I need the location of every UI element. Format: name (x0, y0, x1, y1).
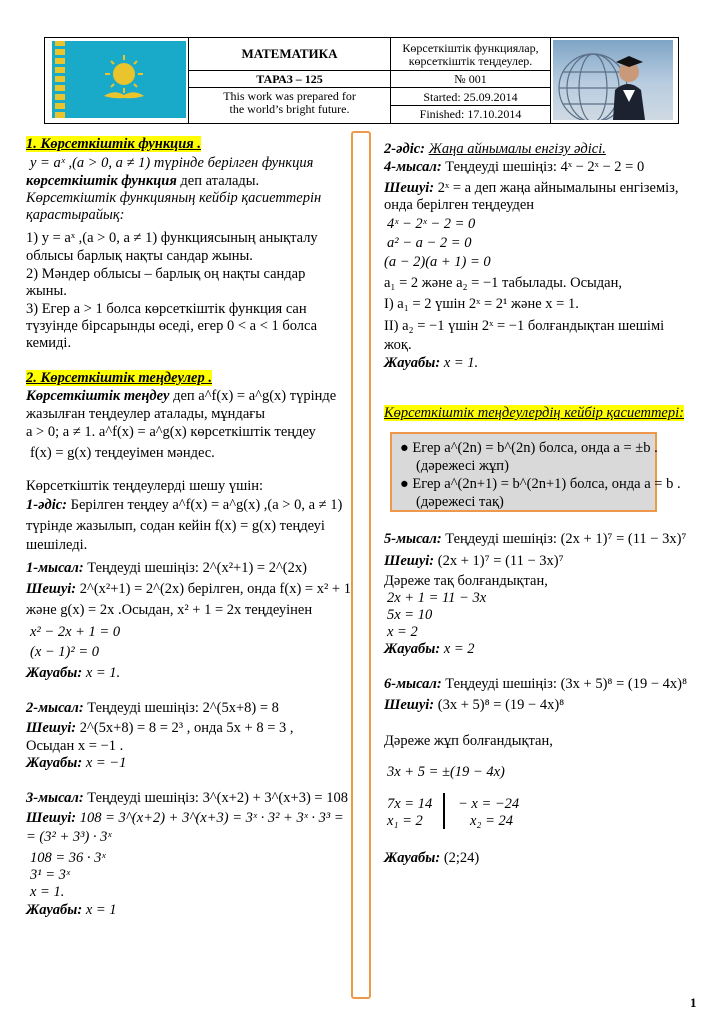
example2-line (26, 700, 279, 717)
left-line: 2) Мәндер облысы – барлық оң нақты сандар (26, 266, 306, 282)
right-line-text: (2x + 1)⁷ = (11 − 3x)⁷ (434, 553, 564, 569)
left-line-text: 108 = 3^(x+2) + 3^(x+3) = 3ˣ · 3² + 3ˣ · 3³ = (76, 810, 344, 826)
solution4-line (384, 180, 679, 197)
answer1-value: x = 1. (82, 665, 121, 681)
left-line: шешіледі. (26, 537, 88, 553)
header-subject: МАТЕМАТИКА (241, 46, 338, 61)
left-line: Көрсеткіштік теңдеулерді шешу үшін: (26, 478, 264, 494)
answer3-label: Жауабы: (26, 902, 83, 918)
math-line: 2x + 1 = 11 − 3x (387, 590, 487, 606)
right-line: онда берілген теңдеуден (384, 197, 535, 213)
property-even: ● Егер a^(2n) = b^(2n) болса, онда a = ±b . (400, 440, 658, 456)
math-line: x = 2 (387, 624, 418, 640)
term-exponential-function: көрсеткіштік функция (26, 173, 177, 189)
left-line-text: деп аталады. (176, 173, 260, 189)
left-line: кемиді. (26, 335, 72, 351)
method2-title (384, 141, 606, 158)
flag-sun-eagle-icon (52, 41, 186, 118)
header-started-date: Started: 25.09.2014 (423, 90, 518, 104)
answer3-value: x = 1 (82, 902, 117, 918)
left-line: Осыдан x = −1 . (26, 738, 124, 754)
method2-name: Жаңа айнымалы енгізу әдісі. (428, 141, 606, 157)
left-line (26, 388, 336, 405)
answer5-line (384, 641, 475, 658)
section1-title (26, 136, 201, 153)
left-line: y = aˣ ,(a > 0, a ≠ 1) түрінде берілген функция (30, 155, 314, 171)
left-line: түзуінде бірсарынды өседі, егер 0 < a < 1 болса (26, 318, 318, 334)
left-line: a > 0; a ≠ 1. a^f(x) = a^g(x) көрсеткіштік теңдеу (26, 424, 316, 440)
example5-label: 5-мысал: (384, 531, 442, 547)
answer1-label: Жауабы: (26, 665, 83, 681)
solution5-line (384, 553, 564, 570)
answer4-value: x = 1. (440, 355, 479, 371)
right-line: Дәреже тақ болғандықтан, (384, 573, 548, 589)
header-number: № 001 (454, 72, 487, 86)
left-line: жазылған теңдеулер аталады, мұндағы (26, 406, 265, 422)
answer5-value: x = 2 (440, 641, 475, 657)
example3-line (26, 790, 348, 807)
left-line (26, 173, 259, 190)
section2-title-text: 2. Көрсеткіштік теңдеулер . (26, 370, 212, 386)
answer2-label: Жауабы: (26, 755, 83, 771)
header-dedication-line2: the world’s bright future. (229, 102, 350, 116)
math-line: = (3² + 3³) · 3ˣ (26, 829, 112, 845)
header-school: ТАРАЗ – 125 (256, 72, 323, 86)
method1-label: 1-әдіс: (26, 497, 68, 513)
math-line: − x = −24 (458, 796, 520, 812)
solution5-label: Шешуі: (384, 553, 435, 569)
header-finished-date: Finished: 17.10.2014 (419, 107, 522, 121)
right-line: a₁ = 2 және a₂ = −1 табылады. Осыдан, (384, 275, 622, 291)
solution1-label: Шешуі: (26, 581, 77, 597)
answer6-value: (2;24) (440, 850, 480, 866)
left-line: облысы барлық нақты сандар жыны. (26, 248, 253, 264)
system-divider-line (443, 793, 445, 829)
answer6-line (384, 850, 479, 867)
math-line: x₂ = 24 (470, 813, 514, 829)
answer5-label: Жауабы: (384, 641, 441, 657)
header-divider (550, 37, 551, 123)
solution2-label: Шешуі: (26, 720, 77, 736)
solution3-line (26, 810, 344, 827)
left-line-text: 2^(x²+1) = 2^(2x) берілген, онда f(x) = x² + 1 (76, 581, 351, 597)
left-line-text: 2^(5x+8) = 8 = 2³ , онда 5x + 8 = 3 , (76, 720, 294, 736)
right-line-text: Теңдеуді шешіңіз: (3x + 5)⁸ = (19 − 4x)⁸ (441, 676, 688, 692)
term-exponential-equation: Көрсеткіштік теңдеу (26, 388, 170, 404)
math-line: x² − 2x + 1 = 0 (30, 624, 121, 640)
property-odd: ● Егер a^(2n+1) = b^(2n+1) болса, онда a = b . (400, 476, 681, 492)
answer4-label: Жауабы: (384, 355, 441, 371)
math-line: (x − 1)² = 0 (30, 644, 100, 660)
math-line: 3x + 5 = ±(19 − 4x) (387, 764, 505, 780)
left-line-text: Берілген теңдеу a^f(x) = a^g(x) ,(a > 0, a ≠ 1) (67, 497, 343, 513)
math-line: (a − 2)(a + 1) = 0 (384, 254, 491, 270)
left-line: қарастырайық: (26, 207, 125, 223)
example1-label: 1-мысал: (26, 560, 84, 576)
page-number: 1 (690, 995, 697, 1010)
answer6-label: Жауабы: (384, 850, 441, 866)
left-line-text: Теңдеуді шешіңіз: 2^(x²+1) = 2^(2x) (83, 560, 307, 576)
math-line: a² − a − 2 = 0 (387, 235, 472, 251)
example4-line (384, 159, 644, 176)
left-line-text: Теңдеуді шешіңіз: 2^(5x+8) = 8 (83, 700, 279, 716)
answer2-value: x = −1 (82, 755, 127, 771)
right-line: II) a₂ = −1 үшін 2ˣ = −1 болғандықтан шешімі (384, 318, 665, 334)
header-divider (188, 87, 550, 88)
example5-line (384, 531, 687, 548)
right-line-text: Теңдеуді шешіңіз: 4ˣ − 2ˣ − 2 = 0 (441, 159, 645, 175)
right-line: жоқ. (384, 337, 412, 353)
example3-label: 3-мысал: (26, 790, 84, 806)
solution2-line (26, 720, 294, 737)
properties-title-text: Көрсеткіштік теңдеулердің кейбір қасиеттері: (384, 405, 684, 421)
kazakhstan-flag-image (52, 41, 186, 118)
header-divider (188, 70, 550, 71)
left-line: түрінде жазылып, содан кейін f(x) = g(x) теңдеуі (26, 518, 325, 534)
column-separator-bar (351, 131, 371, 999)
solution1-line (26, 581, 351, 598)
example6-label: 6-мысал: (384, 676, 442, 692)
solution6-label: Шешуі: (384, 697, 435, 713)
right-line-text: 2ˣ = a деп жаңа айнымалыны енгіземіз, (434, 180, 679, 196)
left-line-text: Теңдеуді шешіңіз: 3^(x+2) + 3^(x+3) = 108 (83, 790, 348, 806)
math-line: 4ˣ − 2ˣ − 2 = 0 (387, 216, 476, 232)
properties-title (384, 405, 684, 422)
solution3-label: Шешуі: (26, 810, 77, 826)
math-line: 3¹ = 3ˣ (30, 867, 70, 883)
solution6-line (384, 697, 564, 714)
math-line: 5x = 10 (387, 607, 433, 623)
example6-line (384, 676, 687, 693)
answer2-line (26, 755, 126, 772)
right-line-text: (3x + 5)⁸ = (19 − 4x)⁸ (434, 697, 565, 713)
left-line: жыны. (26, 283, 67, 299)
left-line: f(x) = g(x) теңдеуімен мәндес. (30, 445, 215, 461)
header-topic-line1: Көрсеткіштік функциялар, (402, 41, 539, 55)
property-odd-note: (дәрежесі тақ) (416, 494, 504, 510)
section1-title-text: 1. Көрсеткіштік функция . (26, 136, 202, 152)
left-line-text: деп a^f(x) = a^g(x) түрінде (169, 388, 337, 404)
section2-title (26, 370, 212, 387)
right-line-text: Теңдеуді шешіңіз: (2x + 1)⁷ = (11 − 3x)⁷ (441, 531, 687, 547)
answer1-line (26, 665, 120, 682)
solution4-label: Шешуі: (384, 180, 435, 196)
property-even-note: (дәрежесі жұп) (416, 458, 509, 474)
left-line (26, 497, 342, 514)
header-divider (390, 105, 550, 106)
math-line: x₁ = 2 (387, 813, 423, 829)
math-line: 108 = 36 · 3ˣ (30, 850, 106, 866)
graduate-globe-photo (553, 40, 673, 120)
example4-label: 4-мысал: (384, 159, 442, 175)
method2-label: 2-әдіс: (384, 141, 426, 157)
left-line: 1) y = aˣ ,(a > 0, a ≠ 1) функциясының анықталу (26, 230, 318, 246)
answer4-line (384, 355, 478, 372)
example1-line (26, 560, 307, 577)
left-line: және g(x) = 2x .Осыдан, x² + 1 = 2x теңдеуінен (26, 602, 313, 618)
math-line: x = 1. (30, 884, 65, 900)
header-topic-line2: көрсеткіштік теңдеулер. (408, 54, 533, 68)
header-dedication-line1: This work was prepared for (223, 89, 356, 103)
example2-label: 2-мысал: (26, 700, 84, 716)
left-line: 3) Егер a > 1 болса көрсеткіштік функция сан (26, 301, 307, 317)
answer3-line (26, 902, 117, 919)
math-line: 7x = 14 (387, 796, 433, 812)
right-line: Дәреже жұп болғандықтан, (384, 733, 553, 749)
left-line: Көрсеткіштік функцияның кейбір қасиеттерін (26, 190, 322, 206)
right-line: I) a₁ = 2 үшін 2ˣ = 2¹ және x = 1. (384, 296, 579, 312)
globe-graduate-illustration (553, 40, 673, 120)
